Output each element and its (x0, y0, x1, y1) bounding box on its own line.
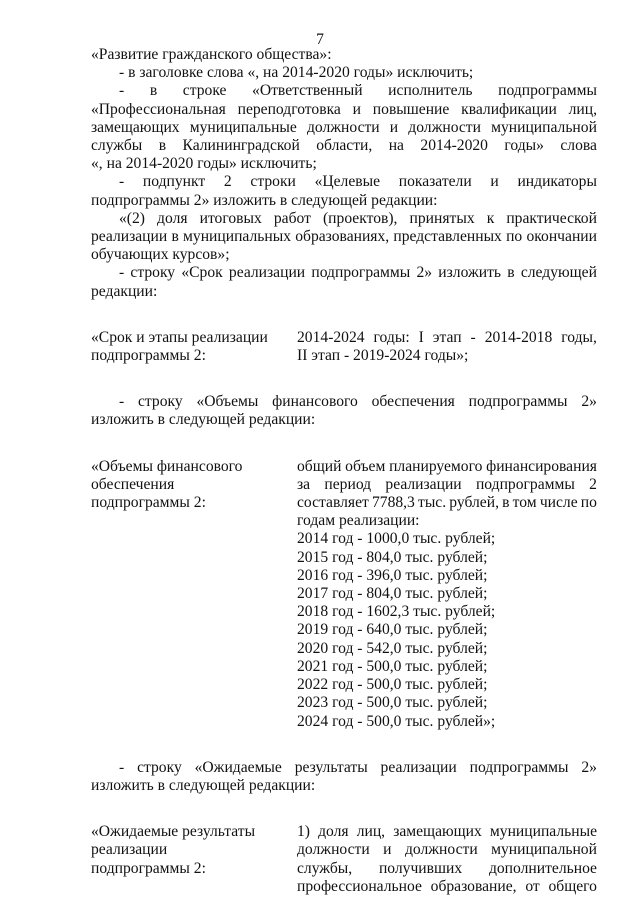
passport-row-funding (91, 458, 597, 731)
word: муниципальной (491, 841, 597, 859)
word: годы» (504, 137, 544, 155)
funding-year-line: 2018 год - 1602,3 тыс. рублей; (297, 603, 496, 621)
funding-year-line: 2017 год - 804,0 тыс. рублей; (297, 585, 488, 603)
word: службы (91, 137, 143, 155)
text-line: годам реализации: (297, 512, 420, 530)
word: I (418, 328, 424, 346)
spacer (91, 731, 597, 759)
word: итоговых (199, 209, 262, 227)
word: переподготовка (237, 100, 341, 118)
word: реализации (228, 264, 306, 282)
word: общий (297, 457, 342, 475)
word: подпрограммы (311, 264, 411, 282)
word: период (324, 475, 372, 493)
text-line: II этап - 2019-2024 годы»; (297, 347, 469, 365)
text-line (91, 173, 597, 191)
word: должности (408, 118, 481, 136)
word: 2014-2024 (297, 328, 365, 346)
text-line (297, 860, 597, 878)
word: финансирования (486, 457, 597, 475)
word: области, (316, 137, 373, 155)
text-line (91, 210, 597, 228)
text-line (297, 823, 597, 841)
text-line: подпрограммы 2: (91, 347, 206, 365)
text-line (91, 264, 597, 282)
text-line: изложить в следующей редакции: (91, 776, 316, 794)
text-line: редакции: (91, 282, 158, 300)
word: принятых (409, 209, 475, 227)
word: обеспечения (371, 393, 455, 411)
word: строку (130, 264, 176, 282)
word: 2» (581, 758, 597, 776)
word: в (158, 137, 167, 155)
text-line (297, 494, 597, 512)
word: реализации (380, 758, 457, 776)
word: замещающих (393, 823, 482, 841)
word: числе (539, 494, 578, 512)
word: за (297, 475, 311, 493)
text-line (91, 119, 597, 137)
word: (проектов), (322, 209, 398, 227)
word: 2» (581, 393, 597, 411)
word: годы: (373, 328, 410, 346)
word: замещающих (91, 118, 180, 136)
text-line (91, 228, 597, 246)
word: общего (548, 877, 597, 895)
word: и (490, 173, 499, 191)
text-line: подпрограммы 2: (91, 859, 206, 877)
word: годы, (561, 328, 597, 346)
word: Калининградской (182, 137, 300, 155)
word: реализации (91, 228, 168, 246)
spacer (91, 365, 597, 393)
word: службы, (297, 859, 353, 877)
word: «Объемы (196, 393, 259, 411)
funding-year-line: 2022 год - 500,0 тыс. рублей; (297, 676, 488, 694)
word: и (352, 100, 361, 118)
word: этап (432, 328, 462, 346)
word: следующей (520, 264, 597, 282)
word: «Профессиональная (91, 100, 226, 118)
word: 2 (589, 475, 597, 493)
word: строку (137, 393, 183, 411)
text-line (297, 458, 597, 476)
word: должности (404, 841, 478, 859)
word: на (388, 137, 404, 155)
text-line: изложить в следующей редакции: (91, 411, 316, 429)
word: том (512, 494, 537, 512)
word: - (119, 173, 125, 191)
word: «Срок (181, 264, 223, 282)
funding-year-line: 2019 год - 640,0 тыс. рублей; (297, 621, 488, 639)
word: образованиях, (295, 228, 390, 246)
text-line: «Объемы финансового (91, 457, 243, 475)
row-value (297, 329, 597, 365)
funding-year-line: 2014 год - 1000,0 тыс. рублей; (297, 530, 496, 548)
word: получивших (378, 859, 463, 877)
word: - (119, 393, 125, 411)
word: финансового (272, 393, 358, 411)
word: «Ожидаемые (194, 758, 282, 776)
word: строке (182, 82, 227, 100)
word: лиц, (568, 100, 597, 118)
text-line (297, 476, 597, 494)
word: должности (297, 841, 370, 859)
word: - (119, 264, 125, 282)
text-line: «, на 2014-2020 годы» исключить; (91, 155, 317, 173)
word: подпрограммы (498, 82, 597, 100)
text-line: «Ожидаемые результаты (91, 823, 256, 841)
word: исполнитель (388, 82, 473, 100)
word: «Ответственный (252, 82, 363, 100)
page-number: 7 (316, 31, 324, 48)
spacer (91, 430, 597, 458)
word: рублей, (449, 494, 499, 512)
word: планируемого (389, 457, 483, 475)
word: окончании (526, 228, 597, 246)
word: объем (345, 457, 386, 475)
word: - (119, 758, 125, 776)
funding-year-line: 2016 год - 396,0 тыс. рублей; (297, 566, 488, 584)
word: составляет (297, 494, 369, 512)
word: в (507, 264, 515, 282)
word: изложить (438, 264, 502, 282)
word: доля (318, 823, 349, 841)
text-line (91, 137, 597, 155)
word: в (171, 228, 179, 246)
word: 2» (416, 264, 433, 282)
word: 1) (297, 823, 310, 841)
text-line (297, 841, 597, 859)
text-line (297, 878, 597, 896)
word: подпрограммы (469, 758, 569, 776)
word: - (119, 82, 125, 100)
text-line: обучающих курсов»; (91, 246, 230, 264)
word: муниципальной (491, 118, 597, 136)
passport-row-term (91, 329, 597, 365)
text-line (91, 393, 597, 411)
row-value (297, 458, 597, 731)
word: и (389, 118, 399, 136)
spacer (91, 301, 597, 329)
document-body (91, 46, 597, 896)
word: подпрограммы (475, 475, 575, 493)
funding-year-line: 2024 год - 500,0 тыс. рублей»; (297, 712, 496, 730)
row-label (91, 823, 297, 896)
word: показатели (398, 173, 472, 191)
word: 2014-2018 (484, 328, 553, 346)
text-line: реализации (91, 841, 168, 859)
word: 2014-2020 (420, 137, 488, 155)
word: 2 (223, 173, 232, 191)
row-value (297, 823, 597, 896)
word: индикаторы (517, 173, 597, 191)
row-label (91, 458, 297, 731)
funding-year-line: 2021 год - 500,0 тыс. рублей; (297, 657, 488, 675)
word: должности (306, 118, 380, 136)
text-line (297, 329, 597, 347)
text-line: подпрограммы 2» изложить в следующей редакции: (91, 191, 438, 209)
word: подпункт (142, 173, 206, 191)
word: доля (157, 209, 188, 227)
word: строки (250, 173, 296, 191)
word: повышение (372, 100, 450, 118)
word: «(2) (119, 209, 145, 227)
funding-year-line: 2023 год - 500,0 тыс. рублей; (297, 694, 488, 712)
word: и (383, 841, 392, 859)
text-line: - в заголовке слова «, на 2014-2020 годы» исключить; (119, 64, 474, 82)
word: слова (560, 137, 597, 155)
word: по (506, 228, 523, 246)
word: строку (137, 758, 182, 776)
text-line: обеспечения (91, 475, 175, 493)
word: лиц, (356, 823, 386, 841)
word: «Целевые (314, 173, 381, 191)
spacer (91, 795, 597, 823)
word: к (486, 209, 495, 227)
word: квалификации (461, 100, 557, 118)
funding-year-line: 2020 год - 542,0 тыс. рублей; (297, 639, 488, 657)
text-line: «Развитие гражданского общества»: (91, 46, 332, 63)
text-line (91, 759, 597, 777)
word: работ (273, 209, 311, 227)
word: муниципальных (183, 228, 291, 246)
word: профессиональное (297, 877, 422, 895)
word: по (580, 494, 597, 512)
word: образование, (430, 877, 517, 895)
funding-year-line: 2015 год - 804,0 тыс. рублей; (297, 548, 488, 566)
word: муниципальные (489, 823, 597, 841)
word: 7788,3 (371, 494, 415, 512)
word: тыс. (418, 494, 447, 512)
word: в (149, 82, 158, 100)
word: результаты (294, 758, 368, 776)
word: в (502, 494, 510, 512)
text-line (91, 101, 597, 119)
text-line: «Срок и этапы реализации (91, 328, 268, 346)
row-label (91, 329, 297, 365)
word: дополнительное (488, 859, 597, 877)
word: от (525, 877, 540, 895)
word: практической (506, 209, 597, 227)
word: муниципальные (189, 118, 297, 136)
word: подпрограммы (468, 393, 568, 411)
text-line (91, 82, 597, 100)
text-line: подпрограммы 2: (91, 494, 206, 512)
word: - (470, 328, 476, 346)
word: представленных (393, 228, 502, 246)
passport-row-results (91, 823, 597, 896)
word: реализации (385, 475, 462, 493)
